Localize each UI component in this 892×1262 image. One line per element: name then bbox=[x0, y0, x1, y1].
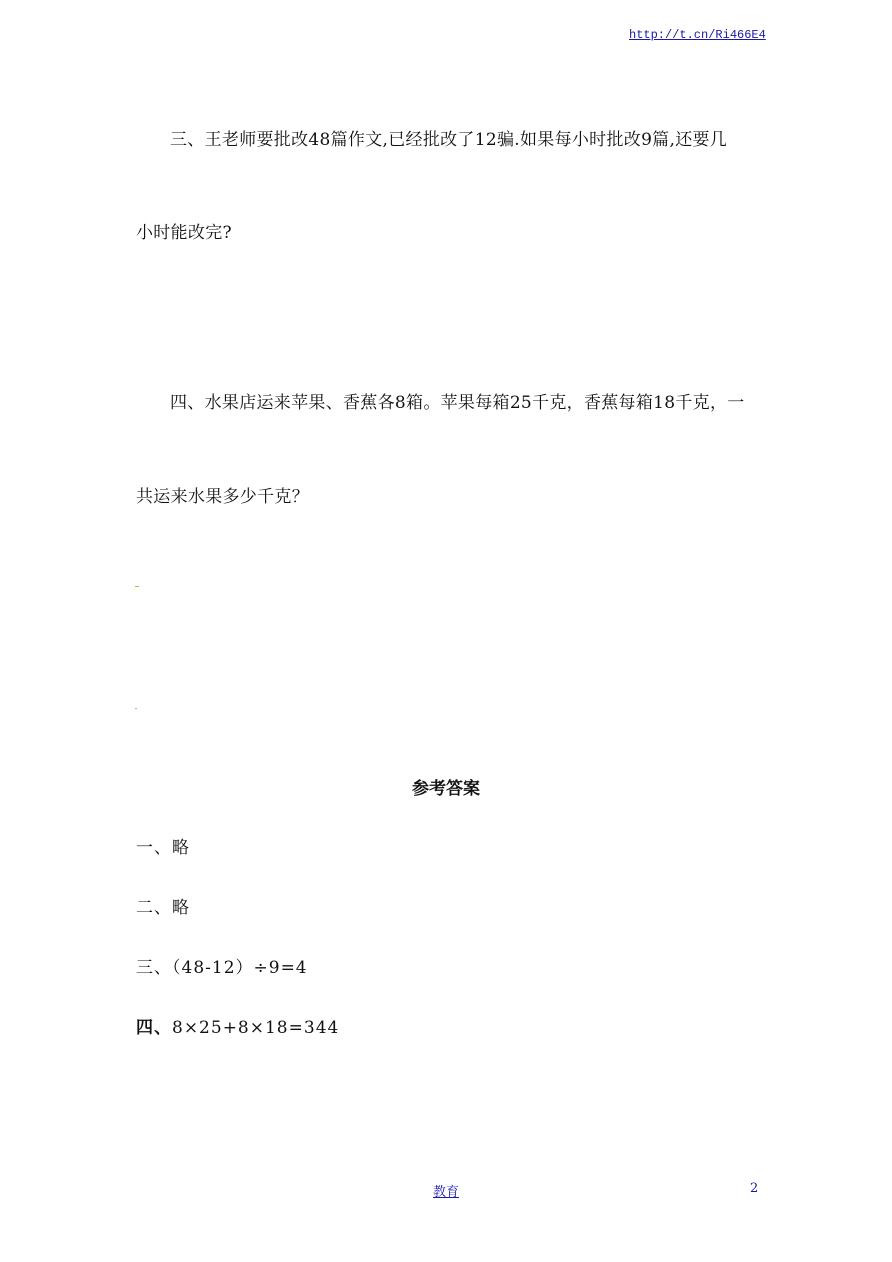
answer-1: 一、略 bbox=[136, 838, 190, 858]
stray-mark bbox=[135, 586, 139, 587]
answers-title: 参考答案 bbox=[412, 779, 480, 799]
question-4-line-2: 共运来水果多少千克？ bbox=[136, 487, 309, 507]
footer-link[interactable]: 教育 bbox=[432, 1185, 459, 1200]
header-link[interactable]: http://t.cn/Ri466E4 bbox=[629, 28, 766, 42]
question-3-line-2: 小时能改完? bbox=[136, 223, 232, 243]
answer-4 bbox=[136, 1013, 339, 1038]
answer-2: 二、略 bbox=[136, 898, 190, 918]
answer-4-label: 四、 bbox=[136, 1018, 172, 1038]
question-3-line-1: 三、王老师要批改48篇作文,已经批改了12骗.如果每小时批改9篇,还要几 bbox=[170, 130, 728, 150]
question-4-line-1: 四、水果店运来苹果、香蕉各8箱。苹果每箱25千克，香蕉每箱18千克，一 bbox=[170, 393, 745, 413]
answer-3: 三、（48-12）÷9=4 bbox=[136, 958, 308, 978]
stray-mark bbox=[135, 708, 137, 709]
page-number: 2 bbox=[750, 1181, 759, 1196]
answer-4-expression: 8×25+8×18=344 bbox=[172, 1018, 340, 1038]
